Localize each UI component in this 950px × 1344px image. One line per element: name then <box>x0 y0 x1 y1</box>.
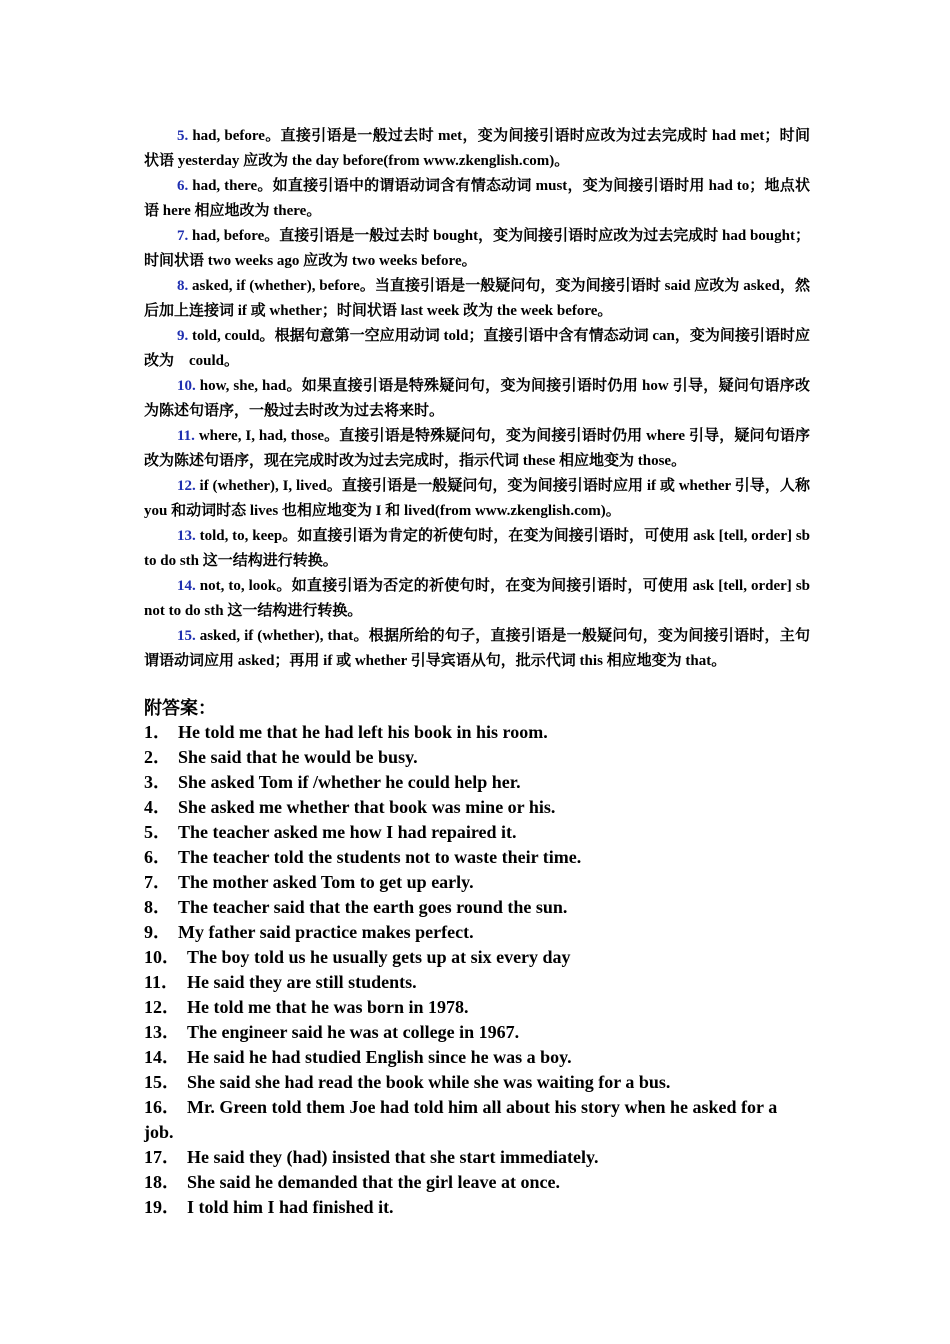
explanation-text: where, I, had, those。直接引语是特殊疑问句，变为间接引语时仍用 where 引导，疑问句语序改为陈述句语序，现在完成时改为过去完成时，指示代词 these 相应地变为 those。 <box>144 428 810 469</box>
explanation-text: asked, if (whether), before。当直接引语是一般疑问句，变为间接引语时 said 应改为 asked，然后加上连接词 if 或 whether；时间状语 last week 改为 the week before。 <box>144 278 810 319</box>
explanation-item <box>144 474 810 524</box>
answer-text: The teacher said that the earth goes round the sun. <box>178 897 568 917</box>
answers-list <box>144 720 810 1220</box>
explanation-text: not, to, look。如直接引语为否定的祈使句时，在变为间接引语时，可使用 ask [tell, order] sb not to do sth 这一结构进行转换。 <box>144 578 810 619</box>
explanation-number: 5. <box>177 128 189 144</box>
answer-item <box>144 1170 810 1195</box>
answer-text: He told me that he had left his book in his room. <box>178 722 548 742</box>
answer-text: He said they are still students. <box>187 972 417 992</box>
answer-item <box>144 870 810 895</box>
answer-number: 18． <box>144 1172 180 1192</box>
explanation-text: had, there。如直接引语中的谓语动词含有情态动词 must，变为间接引语时用 had to；地点状语 here 相应地改为 there。 <box>144 178 810 219</box>
answer-text: I told him I had finished it. <box>187 1197 394 1217</box>
explanation-item <box>144 374 810 424</box>
explanation-text: asked, if (whether), that。根据所给的句子，直接引语是一般疑问句，变为间接引语时，主句谓语动词应用 asked；再用 if 或 whether 引导宾语从句，批示代词 this 相应地变为 that。 <box>144 628 810 669</box>
answer-item <box>144 995 810 1020</box>
answer-number: 12． <box>144 997 180 1017</box>
explanation-text: had, before。直接引语是一般过去时 met，变为间接引语时应改为过去完成时 had met；时间状语 yesterday 应改为 the day before(from www.zkenglish.com)。 <box>144 128 810 169</box>
answer-number: 19． <box>144 1197 180 1217</box>
answer-item <box>144 845 810 870</box>
answer-number: 17． <box>144 1147 180 1167</box>
answer-item <box>144 770 810 795</box>
explanation-number: 13. <box>177 528 196 544</box>
answer-number: 2． <box>144 747 171 767</box>
answer-number: 9． <box>144 922 171 942</box>
answer-number: 5． <box>144 822 171 842</box>
answer-text: She asked Tom if /whether he could help her. <box>178 772 521 792</box>
explanation-number: 15. <box>177 628 196 644</box>
explanation-item <box>144 424 810 474</box>
answer-item <box>144 1070 810 1095</box>
answers-title: 附答案： <box>144 698 216 718</box>
answer-text: The teacher told the students not to waste their time. <box>178 847 582 867</box>
explanation-item <box>144 174 810 224</box>
explanation-item <box>144 224 810 274</box>
answer-item <box>144 920 810 945</box>
answer-text: She said she had read the book while she was waiting for a bus. <box>187 1072 671 1092</box>
explanation-number: 11. <box>177 428 195 444</box>
explanation-number: 8. <box>177 278 189 294</box>
answer-text: Mr. Green told them Joe had told him all about his story when he asked for a job. <box>144 1097 778 1142</box>
answer-item <box>144 970 810 995</box>
answer-item <box>144 895 810 920</box>
answer-number: 3． <box>144 772 171 792</box>
explanation-item <box>144 524 810 574</box>
answer-text: He told me that he was born in 1978. <box>187 997 469 1017</box>
answer-number: 16． <box>144 1097 180 1117</box>
answer-number: 7． <box>144 872 171 892</box>
answer-text: She asked me whether that book was mine or his. <box>178 797 556 817</box>
explanation-text: told, could。根据句意第一空应用动词 told；直接引语中含有情态动词 can，变为间接引语时应改为 could。 <box>144 328 810 369</box>
answer-number: 14． <box>144 1047 180 1067</box>
answer-number: 8． <box>144 897 171 917</box>
explanation-text: if (whether), I, lived。直接引语是一般疑问句，变为间接引语时应用 if 或 whether 引导，人称 you 和动词时态 lives 也相应地变为 I 和 lived(from www.zkenglish.com)。 <box>144 478 810 519</box>
explanation-number: 7. <box>177 228 189 244</box>
answer-number: 10． <box>144 947 180 967</box>
answer-item <box>144 1045 810 1070</box>
explanation-text: had, before。直接引语是一般过去时 bought，变为间接引语时应改为过去完成时 had bought；时间状语 two weeks ago 应改为 two weeks before。 <box>144 228 810 269</box>
explanation-text: how, she, had。如果直接引语是特殊疑问句，变为间接引语时仍用 how 引导，疑问句语序改为陈述句语序，一般过去时改为过去将来时。 <box>144 378 810 419</box>
answer-number: 13． <box>144 1022 180 1042</box>
answer-text: She said that he would be busy. <box>178 747 418 767</box>
explanation-number: 6. <box>177 178 189 194</box>
answer-text: He said he had studied English since he was a boy. <box>187 1047 572 1067</box>
explanation-item <box>144 574 810 624</box>
explanation-number: 14. <box>177 578 196 594</box>
explanation-number: 9. <box>177 328 189 344</box>
answer-number: 15． <box>144 1072 180 1092</box>
document-page <box>144 124 810 1220</box>
answer-number: 6． <box>144 847 171 867</box>
answer-item <box>144 720 810 745</box>
answer-number: 11． <box>144 972 180 992</box>
explanation-item <box>144 274 810 324</box>
answer-number: 4． <box>144 797 171 817</box>
answer-text: She said he demanded that the girl leave at once. <box>187 1172 560 1192</box>
explanation-number: 10. <box>177 378 196 394</box>
explanation-item <box>144 624 810 674</box>
answer-item <box>144 1145 810 1170</box>
explanations-section <box>144 124 810 674</box>
answer-item <box>144 1020 810 1045</box>
answer-text: My father said practice makes perfect. <box>178 922 474 942</box>
answer-text: The teacher asked me how I had repaired it. <box>178 822 517 842</box>
answer-item <box>144 745 810 770</box>
explanation-number: 12. <box>177 478 196 494</box>
answer-item <box>144 1195 810 1220</box>
answer-item <box>144 1095 810 1145</box>
answer-text: The mother asked Tom to get up early. <box>178 872 474 892</box>
explanation-item <box>144 124 810 174</box>
answer-text: The engineer said he was at college in 1967. <box>187 1022 520 1042</box>
answer-item <box>144 945 810 970</box>
explanation-item <box>144 324 810 374</box>
answer-item <box>144 795 810 820</box>
answer-number: 1． <box>144 722 171 742</box>
answer-item <box>144 820 810 845</box>
answer-text: The boy told us he usually gets up at six every day <box>187 947 571 967</box>
explanation-text: told, to, keep。如直接引语为肯定的祈使句时，在变为间接引语时，可使用 ask [tell, order] sb to do sth 这一结构进行转换。 <box>144 528 810 569</box>
answer-text: He said they (had) insisted that she start immediately. <box>187 1147 599 1167</box>
